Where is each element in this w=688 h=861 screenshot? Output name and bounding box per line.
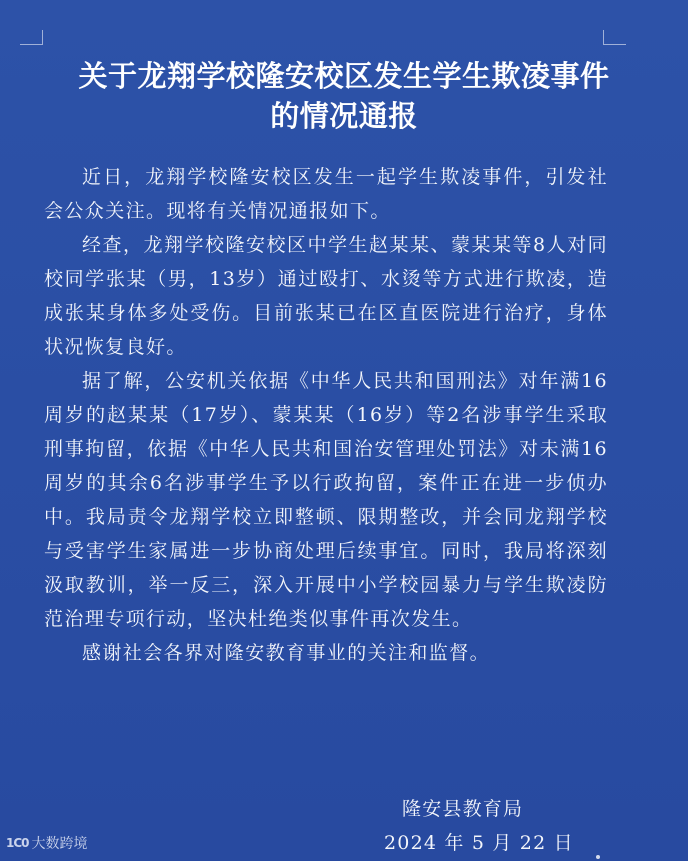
paragraph-thanks: 感谢社会各界对隆安教育事业的关注和监督。 (82, 642, 491, 664)
signoff-block (384, 792, 584, 860)
watermark (6, 833, 88, 853)
document-body (44, 160, 608, 670)
watermark-text: 大数跨境 (31, 836, 88, 852)
document-title (0, 56, 688, 136)
paragraph-intro: 近日，龙翔学校隆安校区发生一起学生欺凌事件，引发社会公众关注。现将有关情况通报如下。 (44, 166, 608, 222)
crop-mark-top-left (20, 30, 43, 45)
title-line-2: 的情况通报 (270, 99, 418, 133)
corner-dot (596, 855, 600, 859)
issue-date: 2024 年 5 月 22 日 (384, 832, 574, 854)
issuing-organization: 隆安县教育局 (402, 798, 524, 820)
paragraph-actions: 据了解，公安机关依据《中华人民共和国刑法》对年满16周岁的赵某某（17岁）、蒙某某（16岁）等2名涉事学生采取刑事拘留，依据《中华人民共和国治安管理处罚法》对未满16周岁的其余6名涉事学生予以行政拘留，案件正在进一步侦办中。我局责令龙翔学校立即整顿、限期整改，并会同龙翔学校与受害学生家属进一步协商处理后续事宜。同时，我局将深刻汲取教训，举一反三，深入开展中小学校园暴力与学生欺凌防范治理专项行动，坚决杜绝类似事件再次发生。 (44, 370, 608, 630)
paragraph-findings: 经查，龙翔学校隆安校区中学生赵某某、蒙某某等8人对同校同学张某（男，13岁）通过殴打、水烫等方式进行欺凌，造成张某身体多处受伤。目前张某已在区直医院进行治疗，身体状况恢复良好。 (44, 234, 608, 358)
watermark-logo-icon: 1C0 (6, 836, 29, 850)
title-line-1: 关于龙翔学校隆安校区发生学生欺凌事件 (78, 59, 610, 93)
crop-mark-top-right (603, 30, 626, 45)
